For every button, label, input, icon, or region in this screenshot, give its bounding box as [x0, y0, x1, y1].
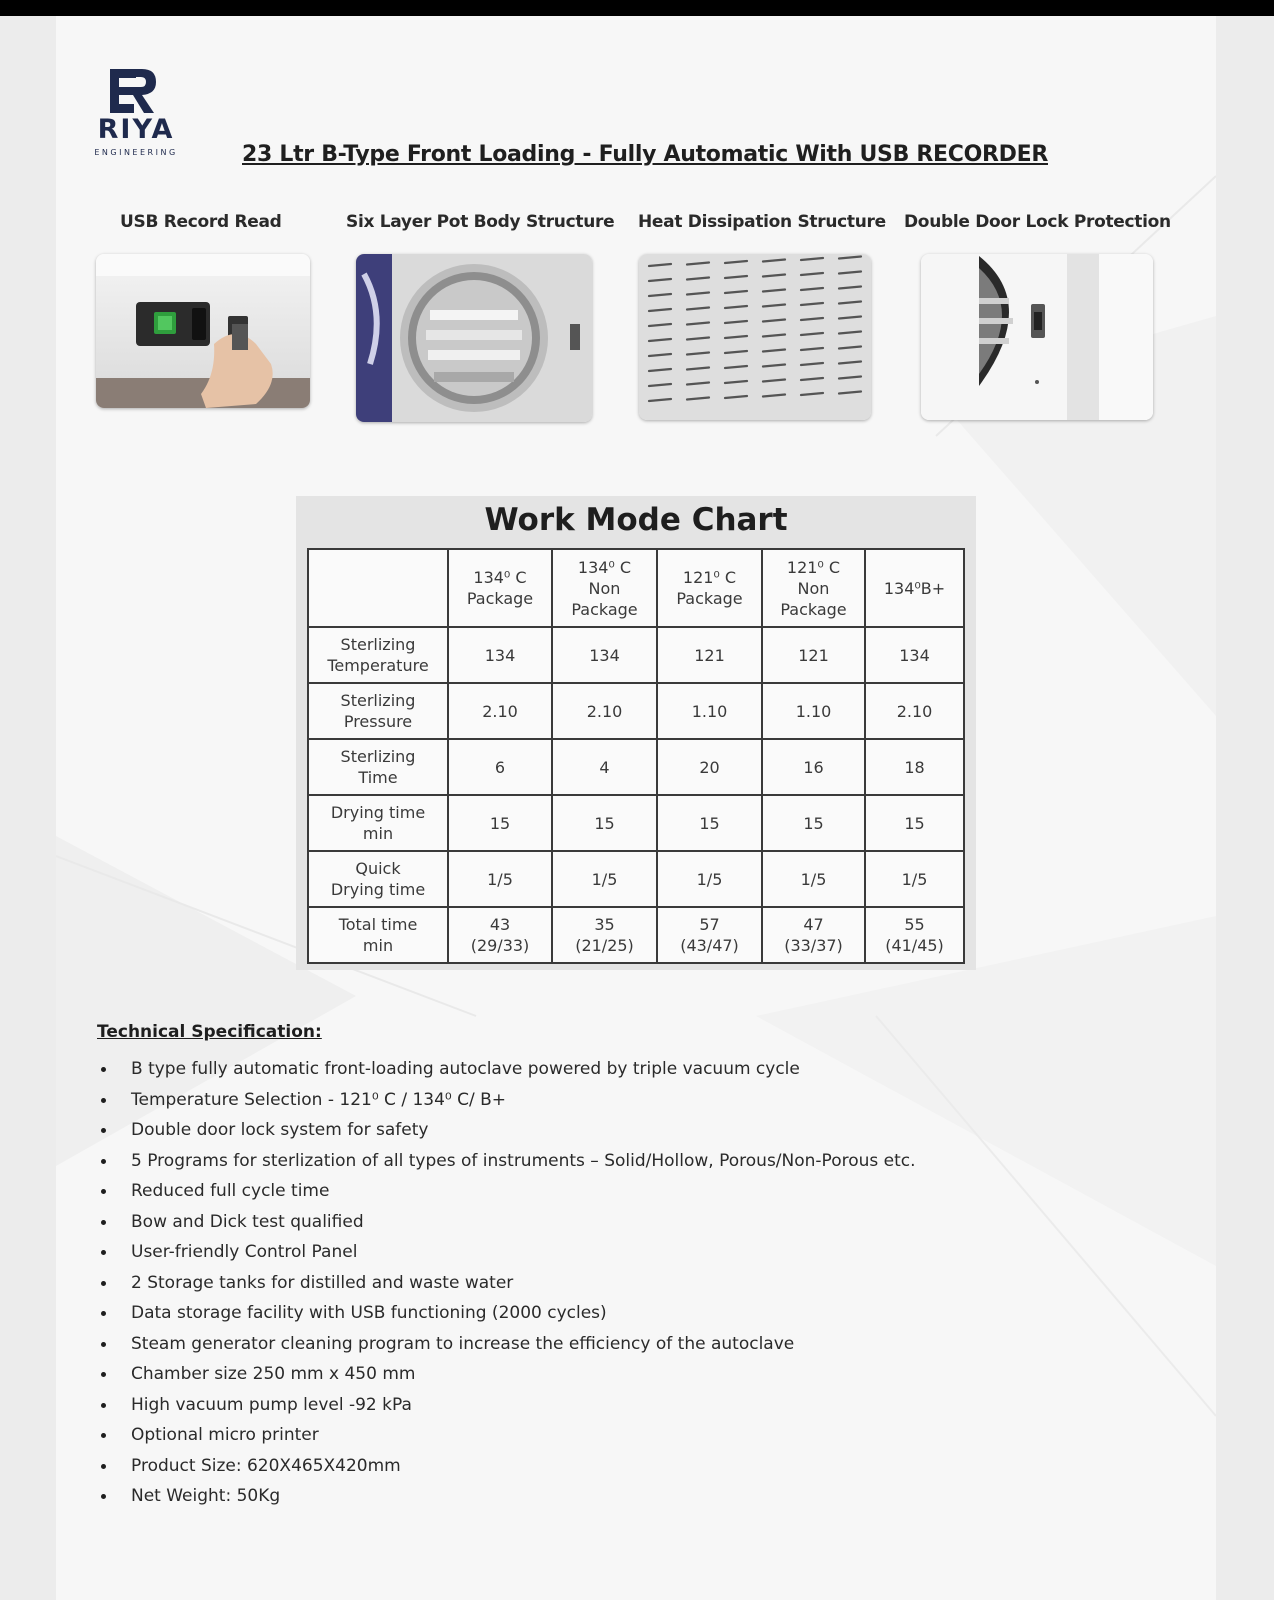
- spec-item: [96, 1390, 916, 1421]
- value-cell: [448, 795, 552, 851]
- spec-item-text: High vacuum pump level -92 kPa: [131, 1394, 412, 1415]
- value-line: 15: [594, 813, 615, 833]
- brochure-page: [56, 16, 1216, 1600]
- row-label-line: Drying time: [330, 803, 426, 822]
- spec-item-text: 5 Programs for sterlization of all types of instruments – Solid/Hollow, Porous/Non-Porous etc.: [131, 1150, 916, 1171]
- row-label-line: Temperature: [327, 656, 429, 675]
- value-line: 2.10: [482, 701, 518, 721]
- bullet-icon: [101, 1403, 106, 1408]
- door-lock-photo: [921, 254, 1153, 420]
- value-cell: [865, 795, 964, 851]
- bullet-icon: [101, 1342, 106, 1347]
- chart-title: Work Mode Chart: [484, 502, 788, 538]
- value-cell: [657, 851, 762, 907]
- value-line: 18: [904, 757, 925, 777]
- row-label-line: min: [362, 824, 394, 843]
- spec-item: [96, 1481, 916, 1512]
- value-cell: [762, 851, 865, 907]
- column-header-line: Non: [797, 578, 830, 598]
- table-row: [308, 907, 964, 963]
- value-cell: [865, 851, 964, 907]
- table-header-row: [308, 549, 964, 627]
- column-header-line: 121⁰ C: [682, 568, 737, 587]
- page-title: 23 Ltr B-Type Front Loading - Fully Automatic With USB RECORDER: [242, 142, 1048, 167]
- riya-er-logo-icon: [108, 66, 160, 116]
- value-cell: [865, 683, 964, 739]
- value-cell: [448, 683, 552, 739]
- spec-item: [96, 1268, 916, 1299]
- table-row: [308, 627, 964, 683]
- heat-vents-photo: [639, 254, 871, 420]
- feature-label-usb: USB Record Read: [120, 212, 282, 232]
- bullet-icon: [101, 1098, 106, 1103]
- value-cell: [762, 907, 865, 963]
- spec-item-text: Reduced full cycle time: [131, 1181, 330, 1201]
- value-cell: [762, 627, 865, 683]
- value-cell: [552, 627, 657, 683]
- row-label-line: Total time: [338, 915, 418, 934]
- value-line: 15: [699, 813, 720, 833]
- value-line: (29/33): [470, 936, 530, 955]
- bullet-icon: [101, 1250, 106, 1255]
- header-corner-cell: [308, 549, 448, 627]
- row-label-line: Quick: [355, 859, 401, 878]
- column-header-cell: [448, 549, 552, 627]
- column-header-line: 134⁰ C: [473, 568, 527, 587]
- table-row: [308, 683, 964, 739]
- column-header-line: 134⁰ C: [577, 557, 632, 577]
- spec-title: Technical Specification:: [97, 1022, 322, 1042]
- value-cell: [552, 907, 657, 963]
- value-line: 20: [699, 757, 720, 777]
- bullet-icon: [101, 1311, 106, 1316]
- column-header-line: 134⁰B+: [883, 578, 946, 598]
- value-line: 57: [699, 915, 720, 934]
- row-label-line: Sterlizing: [340, 747, 416, 766]
- value-line: 121: [798, 645, 829, 665]
- feature-label-pot-body: Six Layer Pot Body Structure: [346, 212, 615, 232]
- value-line: 1/5: [800, 869, 827, 889]
- feature-label-door-lock: Double Door Lock Protection: [904, 212, 1171, 232]
- value-line: 15: [904, 813, 925, 833]
- bullet-icon: [101, 1128, 106, 1133]
- spec-item: [96, 1146, 916, 1177]
- spec-item: [96, 1207, 916, 1238]
- value-line: 55: [904, 915, 925, 934]
- value-line: 47: [803, 915, 824, 934]
- spec-item: [96, 1085, 916, 1116]
- spec-item-text: Optional micro printer: [131, 1425, 319, 1445]
- spec-item: [96, 1237, 916, 1268]
- spec-item-text: Product Size: 620X465X420mm: [131, 1455, 401, 1476]
- spec-item-text: B type fully automatic front-loading autoclave powered by triple vacuum cycle: [131, 1059, 800, 1079]
- value-cell: [657, 795, 762, 851]
- spec-item-text: Double door lock system for safety: [131, 1120, 429, 1140]
- spec-item: [96, 1420, 916, 1451]
- top-bar: [0, 0, 1274, 16]
- value-cell: [657, 739, 762, 795]
- row-label-line: Pressure: [343, 712, 413, 731]
- column-header-line: Package: [676, 589, 743, 608]
- value-cell: [552, 683, 657, 739]
- value-line: 121: [694, 645, 725, 665]
- value-cell: [552, 739, 657, 795]
- value-line: 134: [589, 645, 620, 665]
- spec-item-text: Steam generator cleaning program to increase the efficiency of the autoclave: [131, 1333, 795, 1354]
- value-cell: [448, 627, 552, 683]
- brand-name: RIYA: [97, 114, 175, 145]
- column-header-cell: [762, 549, 865, 627]
- value-line: 1/5: [487, 869, 513, 889]
- column-header-line: Package: [466, 589, 534, 608]
- bullet-icon: [101, 1464, 106, 1469]
- value-cell: [762, 795, 865, 851]
- column-header-cell: [657, 549, 762, 627]
- row-label-line: Sterlizing: [340, 691, 416, 710]
- value-line: (33/37): [784, 936, 843, 955]
- value-line: 15: [489, 813, 511, 833]
- column-header-line: Package: [780, 599, 847, 619]
- spec-item-text: 2 Storage tanks for distilled and waste water: [131, 1272, 514, 1293]
- spec-item: [96, 1298, 916, 1329]
- value-line: 15: [803, 813, 824, 833]
- value-line: 2.10: [586, 701, 623, 721]
- spec-item: [96, 1176, 916, 1207]
- row-label-line: min: [362, 936, 394, 955]
- spec-item-text: Temperature Selection - 121⁰ C / 134⁰ C/ B+: [131, 1089, 507, 1110]
- spec-item: [96, 1359, 916, 1390]
- row-label-cell: [308, 683, 448, 739]
- pot-body-photo: [356, 254, 592, 422]
- value-cell: [865, 907, 964, 963]
- column-header-line: 121⁰ C: [786, 557, 841, 577]
- work-mode-chart: [296, 496, 976, 970]
- spec-item: [96, 1451, 916, 1482]
- brand-subtitle: ENGINEERING: [94, 148, 178, 157]
- bullet-icon: [101, 1159, 106, 1164]
- column-header-line: Non: [588, 578, 621, 598]
- value-line: (41/45): [885, 936, 944, 955]
- spec-item: [96, 1054, 916, 1085]
- value-cell: [552, 851, 657, 907]
- spec-list: [96, 1054, 916, 1512]
- value-line: 1.10: [691, 701, 728, 721]
- column-header-cell: [552, 549, 657, 627]
- row-label-line: Drying time: [330, 880, 426, 899]
- row-label-line: Time: [358, 768, 398, 787]
- value-line: 134: [484, 645, 516, 665]
- value-line: 1/5: [696, 869, 723, 889]
- value-line: 43: [489, 915, 511, 934]
- spec-item-text: User-friendly Control Panel: [131, 1242, 358, 1262]
- value-cell: [657, 627, 762, 683]
- bullet-icon: [101, 1281, 106, 1286]
- value-line: 1.10: [795, 701, 832, 721]
- value-cell: [865, 739, 964, 795]
- value-line: 1/5: [591, 869, 618, 889]
- row-label-cell: [308, 627, 448, 683]
- value-line: 16: [803, 757, 824, 777]
- value-line: 4: [599, 757, 610, 777]
- value-cell: [657, 907, 762, 963]
- value-cell: [865, 627, 964, 683]
- row-label-line: Sterlizing: [340, 635, 416, 654]
- row-label-cell: [308, 795, 448, 851]
- bullet-icon: [101, 1067, 106, 1072]
- value-line: (21/25): [575, 936, 634, 955]
- bullet-icon: [101, 1220, 106, 1225]
- value-line: 1/5: [901, 869, 928, 889]
- bullet-icon: [101, 1189, 106, 1194]
- spec-item: [96, 1329, 916, 1360]
- value-line: 6: [494, 757, 506, 777]
- spec-item-text: Net Weight: 50Kg: [131, 1486, 281, 1506]
- usb-record-photo: [96, 254, 310, 408]
- value-line: 134: [899, 645, 930, 665]
- column-header-line: Package: [571, 599, 638, 619]
- table-row: [308, 739, 964, 795]
- value-cell: [657, 683, 762, 739]
- value-cell: [448, 851, 552, 907]
- value-cell: [762, 739, 865, 795]
- column-header-cell: [865, 549, 964, 627]
- value-cell: [448, 739, 552, 795]
- value-line: 2.10: [896, 701, 933, 721]
- bullet-icon: [101, 1372, 106, 1377]
- spec-item-text: Data storage facility with USB functioning (2000 cycles): [131, 1303, 607, 1323]
- spec-item-text: Bow and Dick test qualified: [131, 1211, 364, 1232]
- spec-item-text: Chamber size 250 mm x 450 mm: [131, 1364, 416, 1384]
- value-cell: [552, 795, 657, 851]
- bullet-icon: [101, 1433, 106, 1438]
- row-label-cell: [308, 851, 448, 907]
- table-row: [308, 795, 964, 851]
- row-label-cell: [308, 739, 448, 795]
- row-label-cell: [308, 907, 448, 963]
- work-mode-table: [307, 548, 965, 964]
- bullet-icon: [101, 1494, 106, 1499]
- value-cell: [762, 683, 865, 739]
- table-row: [308, 851, 964, 907]
- value-line: 35: [594, 915, 615, 934]
- value-line: (43/47): [680, 936, 739, 955]
- value-cell: [448, 907, 552, 963]
- spec-item: [96, 1115, 916, 1146]
- feature-label-heat: Heat Dissipation Structure: [638, 212, 886, 232]
